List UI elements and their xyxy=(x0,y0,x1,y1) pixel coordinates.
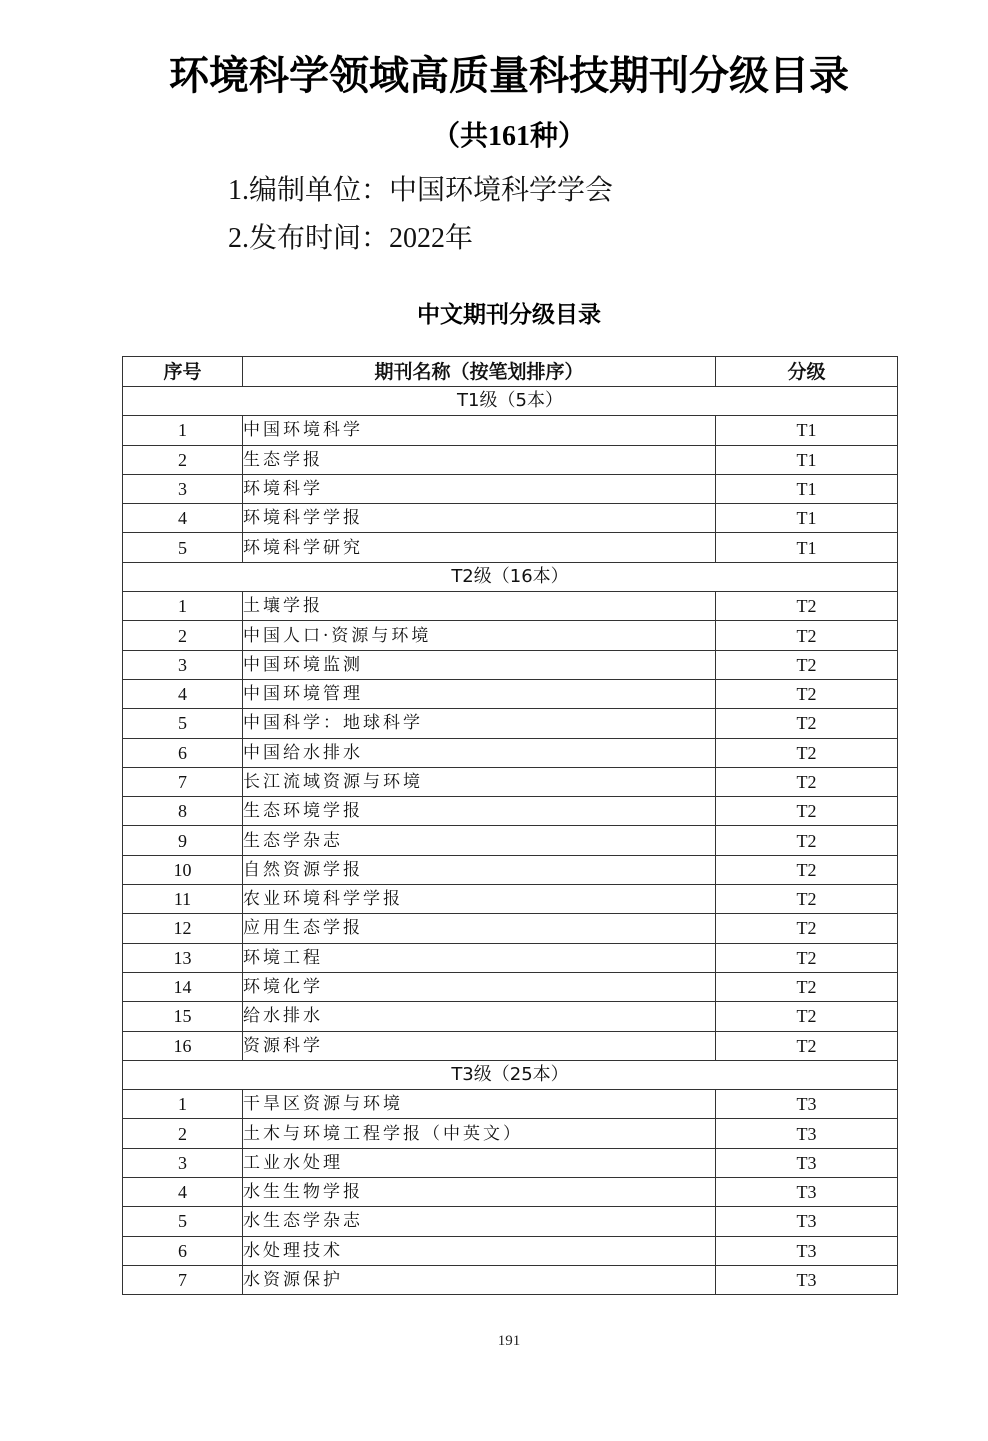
row-number: 3 xyxy=(123,650,243,679)
row-number: 7 xyxy=(123,767,243,796)
journal-name: 应用生态学报 xyxy=(243,914,716,943)
row-number: 9 xyxy=(123,826,243,855)
journal-name: 中国环境管理 xyxy=(243,679,716,708)
journal-name: 中国环境科学 xyxy=(243,416,716,445)
meta-label: 2.发布时间： xyxy=(228,223,390,254)
journal-grade: T2 xyxy=(716,943,898,972)
table-body xyxy=(123,387,898,1295)
journal-name: 生态环境学报 xyxy=(243,797,716,826)
table-row xyxy=(123,1207,898,1236)
journal-name: 中国科学：地球科学 xyxy=(243,709,716,738)
journal-name: 环境科学 xyxy=(243,474,716,503)
group-label: T3级（25本） xyxy=(123,1060,898,1089)
row-number: 1 xyxy=(123,416,243,445)
journal-name: 生态学杂志 xyxy=(243,826,716,855)
journal-name: 资源科学 xyxy=(243,1031,716,1060)
journal-name: 生态学报 xyxy=(243,445,716,474)
table-row xyxy=(123,1119,898,1148)
row-number: 5 xyxy=(123,1207,243,1236)
table-row xyxy=(123,1148,898,1177)
table-row xyxy=(123,885,898,914)
table-row xyxy=(123,943,898,972)
journal-name: 水处理技术 xyxy=(243,1236,716,1265)
document-title: 环境科学领域高质量科技期刊分级目录 xyxy=(169,52,849,99)
row-number: 2 xyxy=(123,1119,243,1148)
journal-table xyxy=(122,356,898,1295)
meta-value: 2022年 xyxy=(389,223,474,254)
row-number: 13 xyxy=(123,943,243,972)
meta-label: 1.编制单位： xyxy=(228,175,390,206)
journal-name: 长江流域资源与环境 xyxy=(243,767,716,796)
table-row xyxy=(123,1236,898,1265)
journal-grade: T2 xyxy=(716,914,898,943)
journal-grade: T2 xyxy=(716,709,898,738)
journal-grade: T1 xyxy=(716,474,898,503)
page-number: 191 xyxy=(497,1333,521,1349)
table-row xyxy=(123,679,898,708)
header-number: 序号 xyxy=(123,357,243,387)
table-row xyxy=(123,533,898,562)
journal-grade: T2 xyxy=(716,826,898,855)
group-header-row xyxy=(123,1060,898,1089)
journal-name: 工业水处理 xyxy=(243,1148,716,1177)
row-number: 2 xyxy=(123,621,243,650)
table-header-row xyxy=(123,357,898,387)
table-row xyxy=(123,1090,898,1119)
row-number: 8 xyxy=(123,797,243,826)
row-number: 7 xyxy=(123,1265,243,1294)
journal-name: 中国给水排水 xyxy=(243,738,716,767)
row-number: 16 xyxy=(123,1031,243,1060)
journal-grade: T2 xyxy=(716,738,898,767)
header-grade: 分级 xyxy=(716,357,898,387)
journal-grade: T1 xyxy=(716,445,898,474)
table-row xyxy=(123,855,898,884)
journal-name: 环境化学 xyxy=(243,972,716,1001)
journal-name: 环境工程 xyxy=(243,943,716,972)
table-row xyxy=(123,504,898,533)
group-label: T2级（16本） xyxy=(123,562,898,591)
journal-name: 环境科学研究 xyxy=(243,533,716,562)
table-row xyxy=(123,767,898,796)
section-title: 中文期刊分级目录 xyxy=(417,302,601,328)
journal-grade: T3 xyxy=(716,1148,898,1177)
row-number: 5 xyxy=(123,709,243,738)
journal-name: 中国人口·资源与环境 xyxy=(243,621,716,650)
journal-grade: T2 xyxy=(716,797,898,826)
journal-grade: T1 xyxy=(716,533,898,562)
journal-name: 干旱区资源与环境 xyxy=(243,1090,716,1119)
journal-name: 自然资源学报 xyxy=(243,855,716,884)
row-number: 4 xyxy=(123,1178,243,1207)
journal-grade: T3 xyxy=(716,1178,898,1207)
table-row xyxy=(123,1178,898,1207)
row-number: 1 xyxy=(123,592,243,621)
document-subtitle: （共161种） xyxy=(431,121,586,152)
meta-compiler xyxy=(228,168,613,208)
row-number: 4 xyxy=(123,679,243,708)
journal-name: 土壤学报 xyxy=(243,592,716,621)
row-number: 2 xyxy=(123,445,243,474)
journal-grade: T3 xyxy=(716,1119,898,1148)
journal-name: 土木与环境工程学报（中英文） xyxy=(243,1119,716,1148)
table-row xyxy=(123,621,898,650)
journal-grade: T2 xyxy=(716,621,898,650)
row-number: 3 xyxy=(123,474,243,503)
table-row xyxy=(123,972,898,1001)
row-number: 3 xyxy=(123,1148,243,1177)
table-row xyxy=(123,445,898,474)
row-number: 11 xyxy=(123,885,243,914)
meta-value: 中国环境科学学会 xyxy=(389,175,614,206)
journal-grade: T2 xyxy=(716,592,898,621)
row-number: 6 xyxy=(123,738,243,767)
journal-grade: T3 xyxy=(716,1265,898,1294)
journal-grade: T1 xyxy=(716,504,898,533)
table-row xyxy=(123,826,898,855)
journal-grade: T3 xyxy=(716,1236,898,1265)
table-row xyxy=(123,592,898,621)
journal-grade: T2 xyxy=(716,767,898,796)
table-row xyxy=(123,1031,898,1060)
journal-grade: T2 xyxy=(716,650,898,679)
row-number: 14 xyxy=(123,972,243,1001)
journal-grade: T1 xyxy=(716,416,898,445)
journal-name: 环境科学学报 xyxy=(243,504,716,533)
row-number: 4 xyxy=(123,504,243,533)
journal-grade: T2 xyxy=(716,1002,898,1031)
journal-grade: T3 xyxy=(716,1090,898,1119)
row-number: 12 xyxy=(123,914,243,943)
journal-name: 给水排水 xyxy=(243,1002,716,1031)
group-header-row xyxy=(123,562,898,591)
table-row xyxy=(123,914,898,943)
table-row xyxy=(123,797,898,826)
journal-grade: T3 xyxy=(716,1207,898,1236)
journal-grade: T2 xyxy=(716,855,898,884)
journal-name: 水生生物学报 xyxy=(243,1178,716,1207)
table-row xyxy=(123,738,898,767)
header-journal-name: 期刊名称（按笔划排序） xyxy=(243,357,716,387)
row-number: 5 xyxy=(123,533,243,562)
table-row xyxy=(123,709,898,738)
table-row xyxy=(123,416,898,445)
row-number: 1 xyxy=(123,1090,243,1119)
journal-grade: T2 xyxy=(716,1031,898,1060)
meta-publish-date xyxy=(228,216,473,256)
row-number: 6 xyxy=(123,1236,243,1265)
table-row xyxy=(123,650,898,679)
table-row xyxy=(123,1265,898,1294)
table-row xyxy=(123,474,898,503)
group-label: T1级（5本） xyxy=(123,387,898,416)
journal-name: 中国环境监测 xyxy=(243,650,716,679)
journal-grade: T2 xyxy=(716,972,898,1001)
row-number: 10 xyxy=(123,855,243,884)
journal-name: 农业环境科学学报 xyxy=(243,885,716,914)
table-row xyxy=(123,1002,898,1031)
group-header-row xyxy=(123,387,898,416)
journal-grade: T2 xyxy=(716,885,898,914)
row-number: 15 xyxy=(123,1002,243,1031)
journal-name: 水生态学杂志 xyxy=(243,1207,716,1236)
journal-grade: T2 xyxy=(716,679,898,708)
journal-name: 水资源保护 xyxy=(243,1265,716,1294)
